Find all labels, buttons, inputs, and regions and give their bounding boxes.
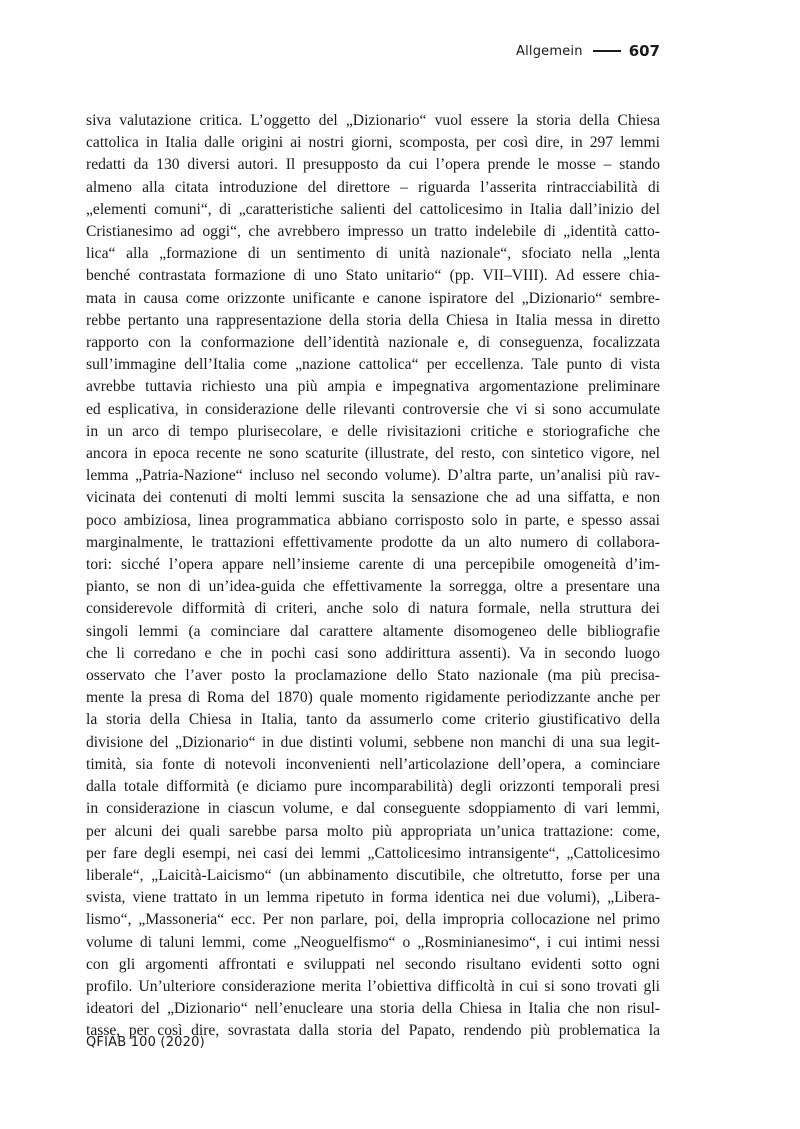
text-line: redatti da 130 diversi autori. Il presupposto da cui l’opera prende le mosse – stando xyxy=(86,156,660,174)
text-line: tasse, per così dire, sovrastata dalla storia del Papato, rendendo più problematica la xyxy=(86,1022,660,1040)
text-line: ed esplicativa, in considerazione delle rilevanti controversie che vi si sono accumulate xyxy=(86,400,660,418)
text-line: marginalmente, le trattazioni effettivamente prodotte da un alto numero di collabora- xyxy=(86,533,660,551)
text-line: la storia della Chiesa in Italia, tanto da assumerlo come criterio giustificativo della xyxy=(86,711,660,729)
text-line: profilo. Un’ulteriore considerazione merita l’obiettiva difficoltà in cui si sono trovati gli xyxy=(86,977,660,995)
text-line: lica“ alla „formazione di un sentimento di unità nazionale“, sfociato nella „lenta xyxy=(86,245,660,263)
text-line: considerevole difformità di criteri, anche solo di natura formale, nella struttura dei xyxy=(86,600,660,618)
text-line: avrebbe tuttavia richiesto una più ampia e impegnativa argomentazione preliminare xyxy=(86,378,660,396)
text-line: ancora in epoca recente ne sono scaturite (illustrate, del resto, con sintetico vigore, nel xyxy=(86,445,660,463)
text-line: divisione del „Dizionario“ in due distinti volumi, sebbene non manchi di una sua legit- xyxy=(86,733,660,751)
text-line: con gli argomenti affrontati e sviluppati nel secondo risultano evidenti sotto ogni xyxy=(86,955,660,973)
text-line: rapporto con la conformazione dell’identità nazionale e, di conseguenza, focalizzata xyxy=(86,334,660,352)
text-line: ideatori del „Dizionario“ nell’enucleare una storia della Chiesa in Italia che non risul- xyxy=(86,1000,660,1018)
text-line: „elementi comuni“, di „caratteristiche salienti del cattolicesimo in Italia dall’inizio del xyxy=(86,200,660,218)
running-head-rule xyxy=(593,50,621,52)
text-line: che li corredano e che in pochi casi sono addirittura assenti). Va in secondo luogo xyxy=(86,644,660,662)
text-line: lismo“, „Massoneria“ ecc. Per non parlare, poi, della impropria collocazione nel primo xyxy=(86,911,660,929)
text-line: benché contrastata formazione di uno Stato unitario“ (pp. VII–VIII). Ad essere chia- xyxy=(86,267,660,285)
text-line: svista, viene trattato in un lemma ripetuto in forma identica nei due volumi), „Libera- xyxy=(86,889,660,907)
text-line: volume di taluni lemmi, come „Neoguelfismo“ o „Rosminianesimo“, i cui intimi nessi xyxy=(86,933,660,951)
text-line: tori: sicché l’opera appare nell’insieme carente di una percepibile omogeneità d’im- xyxy=(86,556,660,574)
text-line: Cristianesimo ad oggi“, che avrebbero impresso un tratto indelebile di „identità catto- xyxy=(86,223,660,241)
text-line: vicinata dei contenuti di molti lemmi suscita la sensazione che ad una siffatta, e non xyxy=(86,489,660,507)
text-line: osservato che l’aver posto la proclamazione dello Stato nazionale (ma più precisa- xyxy=(86,667,660,685)
text-line: siva valutazione critica. L’oggetto del „Dizionario“ vuol essere la storia della Chiesa xyxy=(86,112,660,129)
text-line: per alcuni dei quali sarebbe parsa molto più appropriata un’unica trattazione: come, xyxy=(86,822,660,840)
text-line: in un arco di tempo plurisecolare, e delle rivisitazioni critiche e storiografiche che xyxy=(86,422,660,440)
text-line: timità, sia fonte di notevoli inconvenienti nell’articolazione dell’opera, a cominciare xyxy=(86,755,660,773)
running-head-section: Allgemein xyxy=(516,43,583,59)
text-line: per fare degli esempi, nei casi dei lemmi „Cattolicesimo intransigente“, „Cattolicesimo xyxy=(86,844,660,862)
text-line: almeno alla citata introduzione del direttore – riguarda l’asserita rintracciabilità di xyxy=(86,178,660,196)
text-line: poco ambiziosa, linea programmatica abbiano corrisposto solo in parte, e spesso assai xyxy=(86,511,660,529)
journal-footer: QFIAB 100 (2020) xyxy=(86,1035,205,1050)
text-line: lemma „Patria-Nazione“ incluso nel secondo volume). D’altra parte, un’analisi più rav- xyxy=(86,467,660,485)
page-number: 607 xyxy=(628,42,660,60)
text-line: pianto, se non di un’idea-guida che effettivamente la sorregga, oltre a presentare una xyxy=(86,578,660,596)
text-line: rebbe pertanto una rappresentazione della storia della Chiesa in Italia messa in diretto xyxy=(86,311,660,329)
text-line: in considerazione in ciascun volume, e dal conseguente sdoppiamento di vari lemmi, xyxy=(86,800,660,818)
text-line: cattolica in Italia dalle origini ai nostri giorni, scomposta, per così dire, in 297 lemmi xyxy=(86,134,660,152)
text-line: mente la presa di Roma del 1870) quale momento rigidamente periodizzante anche per xyxy=(86,689,660,707)
text-line: dalla totale difformità (e diciamo pure incomparabilità) degli orizzonti temporali presi xyxy=(86,778,660,796)
body-paragraph xyxy=(86,110,660,1043)
text-line: sull’immagine dell’Italia come „nazione cattolica“ per eccellenza. Tale punto di vista xyxy=(86,356,660,374)
text-line: liberale“, „Laicità-Laicismo“ (un abbinamento discutibile, che oltretutto, forse per una xyxy=(86,866,660,884)
text-line: singoli lemmi (a cominciare dal carattere altamente disomogeneo delle bibliografie xyxy=(86,622,660,640)
running-head xyxy=(516,42,660,60)
text-line: mata in causa come orizzonte unificante e canone ispiratore del „Dizionario“ sembre- xyxy=(86,289,660,307)
